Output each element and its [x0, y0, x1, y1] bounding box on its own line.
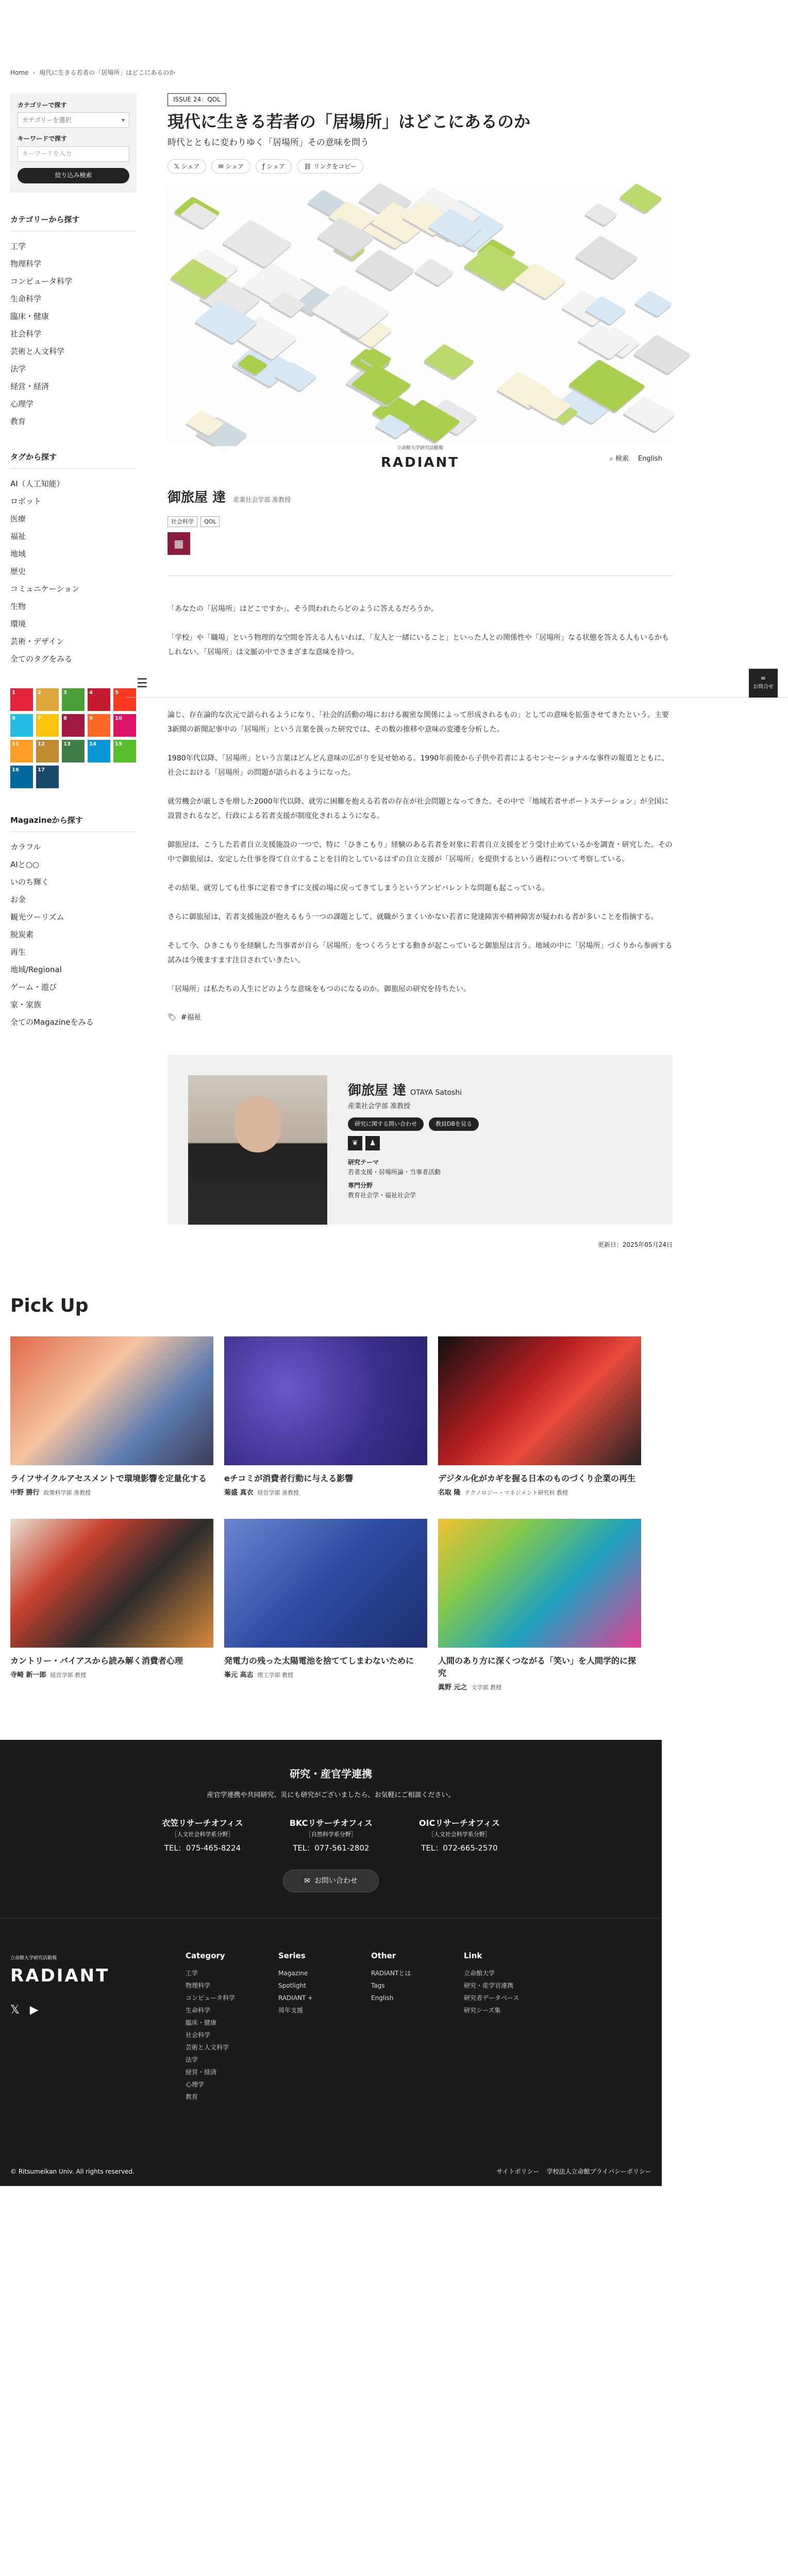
- paragraph: 「学校」や「職場」という物理的な空間を答える人もいれば、「友人と一緒にいること」といった人との関係性や「居場所」なる状態を答える人もいるかもしれない。「居場所」は文脈の中でさまざまな意味を持つ。: [167, 634, 669, 657]
- footer: [0, 1918, 662, 2186]
- footer-category-link[interactable]: 教育: [186, 2093, 198, 2101]
- sidebar-tag-item[interactable]: コミュニケーション: [10, 584, 80, 594]
- tag-chip[interactable]: QOL: [200, 516, 220, 528]
- footer-col-other: Other RADIANTとは Tags English: [371, 1950, 464, 2103]
- sidebar-category-item[interactable]: 教育: [10, 416, 26, 426]
- hamburger-menu-icon[interactable]: ☰: [137, 675, 148, 690]
- research-office: [419, 1817, 500, 1854]
- updated-date: 更新日：2025年05月24日: [597, 1241, 673, 1248]
- mail-icon: ✉: [304, 1876, 310, 1885]
- paragraph: 「居場所」は私たちの人生にどのような意味をもつのになるのか。御旅屋の研究を待ちたい。: [167, 985, 471, 994]
- footer-col-category: Category 工学 物理科学 コンピュータ科学 生命科学 臨床・健康 社会科学 芸術と人文科学 法学 経営・経済 心理学 教育: [186, 1950, 278, 2103]
- footer-external-link[interactable]: 研究シーズ集: [464, 2007, 501, 2014]
- article-body: [137, 602, 774, 996]
- pickup-author-name: 菊盛 真衣: [224, 1488, 254, 1497]
- sdg-goal-icon[interactable]: 15: [113, 740, 136, 762]
- profile-role: 産業社会学部 准教授: [348, 1103, 411, 1111]
- pickup-author-role: 理工学部 教授: [257, 1672, 294, 1679]
- pickup-author: [438, 1683, 641, 1693]
- office-field: ［自然科学系分野］: [305, 1831, 357, 1838]
- sidebar-tag-item[interactable]: 福祉: [10, 531, 26, 541]
- pickup-title[interactable]: eチコミが消費者行動に与える影響: [224, 1473, 354, 1483]
- paragraph: 御旅屋は、こうした若者自立支援施設の一つで、特に「ひきこもり」経験のある若者を対象に若者自立支援をどう受け止めているかを調査・研究した。その中で御旅屋は、安定した仕事を得て自立することを目的としているはずの自立支援が「居場所」を提供するという過程について考察している。: [167, 841, 673, 864]
- pickup-author: [10, 1488, 213, 1499]
- sdg-goal-icon[interactable]: 14: [88, 740, 110, 762]
- pickup-author-role: 経営学部 教授: [50, 1672, 87, 1679]
- hero-image: [167, 186, 673, 472]
- pickup-author: [438, 1488, 641, 1499]
- sdg-goal-icon[interactable]: 17: [36, 766, 59, 788]
- category-label: カテゴリーで探す: [18, 101, 67, 109]
- link-icon: ⛓: [304, 162, 312, 170]
- english-link[interactable]: English: [638, 454, 662, 463]
- footer-series-link[interactable]: 周年支援: [278, 2007, 304, 2014]
- pickup-title[interactable]: 発電力の残った太陽電池を捨ててしまわないために: [224, 1656, 414, 1666]
- office-list: [0, 1817, 662, 1854]
- office-tel[interactable]: TEL：072-665-2570: [421, 1843, 498, 1853]
- office-name: 衣笠リサーチオフィス: [162, 1818, 243, 1828]
- footer-columns: [186, 1950, 557, 2103]
- sdgs-grid: [10, 688, 137, 788]
- pickup-card[interactable]: [438, 1519, 641, 1693]
- pickup-section: [0, 1291, 662, 1693]
- pickup-card[interactable]: [224, 1336, 427, 1499]
- footer-col-link: Link 立命館大学 研究・産学官連携 研究者データベース 研究シーズ集: [464, 1950, 557, 2103]
- profile-info: [327, 1075, 479, 1225]
- footer-category-link[interactable]: 生命科学: [186, 2007, 211, 2014]
- breadcrumb: [0, 0, 662, 78]
- breadcrumb-separator: ›: [32, 69, 36, 76]
- magazine-heading: Magazineから探す: [10, 814, 137, 832]
- pickup-title[interactable]: ライフサイクルアセスメントで環境影響を定量化する: [10, 1473, 207, 1483]
- footer-category-link[interactable]: コンピュータ科学: [186, 1994, 236, 2002]
- office-field: ［人文社会科学系分野］: [171, 1831, 234, 1838]
- sidebar-category-item[interactable]: コンピュータ科学: [10, 276, 73, 286]
- keyword-label: キーワードで探す: [18, 135, 68, 143]
- sdg-goal-icon[interactable]: 2: [36, 688, 59, 711]
- pickup-image[interactable]: [224, 1336, 427, 1465]
- sidebar-category-item[interactable]: 物理科学: [10, 259, 42, 268]
- hero-block: [633, 334, 691, 374]
- leaf-icon[interactable]: ❦: [348, 1136, 362, 1150]
- sidebar-tag-item[interactable]: 芸術・デザイン: [10, 636, 64, 646]
- office-name: BKCリサーチオフィス: [289, 1818, 373, 1828]
- footer-category-link[interactable]: 経営・経済: [186, 2069, 217, 2076]
- facebook-icon: ƒ: [262, 162, 265, 170]
- page-title: 現代に生きる若者の「居場所」はどこにあるのか: [167, 112, 531, 132]
- tag-icon: 🏷: [167, 1013, 177, 1022]
- pickup-author-role: テクノロジー・マネジメント研究科 教授: [464, 1489, 568, 1496]
- footer-bottom: [10, 2167, 651, 2177]
- profile-photo: [188, 1075, 327, 1225]
- sdg-goal-icon[interactable]: 10: [113, 714, 136, 737]
- footer-logo[interactable]: 立命館大学研究活動報 RADIANT: [10, 1956, 110, 1987]
- author-name: 御旅屋 達: [167, 490, 226, 506]
- breadcrumb-home[interactable]: Home: [10, 69, 29, 76]
- sidebar-tag-item[interactable]: 全てのタグをみる: [10, 654, 73, 664]
- article-tags: [167, 516, 673, 528]
- share-button-facebook[interactable]: ƒ シェア: [256, 159, 292, 174]
- pickup-author: [10, 1670, 213, 1681]
- paragraph: さらに御旅屋は、若者支援施設が抱えるもう一つの課題として、就職がうまくいかない若者に発達障害や精神障害が疑われる者が多いことを指摘する。: [167, 913, 658, 922]
- footer-category-link[interactable]: 臨床・健康: [186, 2019, 217, 2027]
- hero-block: [634, 290, 673, 316]
- pickup-card[interactable]: [10, 1519, 213, 1693]
- pickup-image[interactable]: [438, 1336, 641, 1465]
- footer-category-link[interactable]: 社会科学: [186, 2031, 211, 2039]
- author-block: [167, 472, 673, 555]
- sidebar-category-item[interactable]: 経営・経済: [10, 381, 49, 391]
- line-icon: ✉: [218, 162, 224, 170]
- sdg-goal-icon[interactable]: 16: [10, 766, 33, 788]
- sidebar-magazine-item[interactable]: 再生: [10, 947, 26, 957]
- hero-block: [222, 219, 293, 267]
- pickup-author: [224, 1488, 427, 1499]
- sidebar-category-item[interactable]: 生命科学: [10, 294, 42, 303]
- contact-heading: 研究・産官学連携: [290, 1768, 372, 1781]
- sidebar-category-item[interactable]: 臨床・健康: [10, 311, 49, 321]
- chevron-down-icon: ▾: [121, 116, 125, 124]
- share-button-x[interactable]: 𝕏 シェア: [167, 159, 206, 174]
- pickup-author-role: 政策科学部 准教授: [43, 1489, 91, 1496]
- hero-menu: [610, 454, 662, 465]
- faculty-db-button[interactable]: 教員DBを見る: [429, 1117, 479, 1131]
- paragraph: その結果、就労しても仕事に定着できずに支援の場に戻ってきてしまうというアンビバレントな問題も起こっている。: [167, 884, 549, 893]
- category-heading: カテゴリーから探す: [10, 213, 137, 231]
- footer-external-link[interactable]: 立命館大学: [464, 1970, 495, 1977]
- filter-search-button[interactable]: 絞り込み検索: [18, 168, 129, 183]
- pickup-card[interactable]: [10, 1336, 213, 1499]
- search-link[interactable]: ⌕ 検索: [609, 454, 629, 463]
- hero-block: [424, 344, 475, 379]
- sidebar-category-item[interactable]: 法学: [10, 364, 26, 374]
- youtube-icon[interactable]: ▶: [29, 2004, 39, 2017]
- x-icon: 𝕏: [174, 162, 179, 170]
- hero-block: [355, 249, 415, 291]
- sidebar-magazine-item[interactable]: いのち輝く: [10, 877, 49, 887]
- field-label: 専門分野: [348, 1181, 373, 1189]
- profile-name: 御旅屋 達: [348, 1082, 407, 1098]
- hero-block: [575, 235, 639, 279]
- office-tel[interactable]: TEL：077-561-2802: [293, 1843, 370, 1853]
- pickup-author-role: 文学部 教授: [471, 1684, 502, 1691]
- category-list: [10, 238, 137, 430]
- pickup-title[interactable]: デジタル化がカギを握る日本のものづくり企業の再生: [438, 1473, 636, 1483]
- footer-series-link[interactable]: Magazine: [278, 1970, 308, 1977]
- footer-other-link[interactable]: RADIANTとは: [371, 1970, 411, 1977]
- sdg-badge-icon[interactable]: ▦: [167, 532, 190, 555]
- research-label: 研究テーマ: [348, 1159, 379, 1166]
- sdg-goal-icon[interactable]: 12: [36, 740, 59, 762]
- pickup-author-name: 峯元 高志: [224, 1671, 254, 1680]
- sdg-goal-icon[interactable]: 4: [88, 688, 110, 711]
- sidebar-magazine-item[interactable]: 地域/Regional: [10, 964, 62, 974]
- site-policy-link[interactable]: サイトポリシー: [496, 2167, 540, 2175]
- issue-tag[interactable]: ISSUE 24：QOL: [167, 93, 226, 106]
- pickup-image[interactable]: [224, 1519, 427, 1648]
- pickup-author-name: 中野 勝行: [10, 1488, 40, 1497]
- sidebar-category-item[interactable]: 心理学: [10, 399, 34, 409]
- tag-heading: タグから探す: [10, 451, 137, 469]
- share-row: [167, 159, 673, 174]
- profile-card: [167, 1055, 673, 1225]
- sidebar-tag-item[interactable]: 地域: [10, 549, 26, 558]
- inquiry-button[interactable]: ✉ お問い合わせ: [283, 1870, 379, 1892]
- pickup-grid: [10, 1336, 651, 1694]
- field-value: 教育社会学・福祉社会学: [348, 1191, 416, 1199]
- pickup-image[interactable]: [10, 1336, 213, 1465]
- research-office: [162, 1817, 243, 1854]
- footer-col-series: Series Magazine Spotlight RADIANT + 周年支援: [278, 1950, 371, 2103]
- pickup-title[interactable]: カントリー・バイアスから読み解く消費者心理: [10, 1656, 183, 1666]
- footer-category-link[interactable]: 法学: [186, 2056, 198, 2064]
- pickup-author-name: 名取 隆: [438, 1488, 461, 1497]
- sidebar-magazine-item[interactable]: カラフル: [10, 842, 41, 852]
- tag-link[interactable]: 🏷 #福祉: [167, 1012, 673, 1023]
- pickup-heading: Pick Up: [10, 1295, 89, 1316]
- footer-series-link[interactable]: RADIANT +: [278, 1994, 313, 2002]
- sidebar-category-item[interactable]: 芸術と人文科学: [10, 346, 65, 356]
- x-icon[interactable]: 𝕏: [10, 2004, 20, 2017]
- sdg-goal-icon[interactable]: 13: [62, 740, 85, 762]
- divider: [167, 575, 673, 576]
- pickup-author: [224, 1670, 427, 1681]
- keyword-input[interactable]: キーワードを入力: [18, 146, 129, 162]
- copyright: © Ritsumeikan Univ. All rights reserved.: [10, 2167, 135, 2175]
- sdg-goal-icon[interactable]: 3: [62, 688, 85, 711]
- research-office: [290, 1817, 373, 1854]
- sidebar-tag-item[interactable]: 生物: [10, 601, 26, 611]
- office-tel[interactable]: TEL：075-465-8224: [164, 1843, 241, 1853]
- sdg-goal-icon[interactable]: 9: [88, 714, 110, 737]
- research-contact-button[interactable]: 研究に関する問い合わせ: [348, 1117, 424, 1131]
- pickup-image[interactable]: [438, 1519, 641, 1648]
- contact-section: [0, 1740, 662, 1918]
- sidebar-magazine-item[interactable]: お金: [10, 894, 26, 904]
- article: [137, 93, 774, 1291]
- copy-link-button[interactable]: ⛓ リンクをコピー: [297, 159, 363, 174]
- footer-other-link[interactable]: English: [371, 1994, 394, 2002]
- category-select[interactable]: カテゴリーを選択 ▾: [18, 112, 129, 128]
- sidebar-magazine-item[interactable]: ゲーム・遊び: [10, 982, 57, 992]
- profile-icons: [348, 1136, 479, 1150]
- paragraph: そして今、ひきこもりを経験した当事者が自ら「居場所」をつくろうとする動きが起こっていると御旅屋は言う。地域の中に「居場所」づくりから参画する試みは今後ますます注目されていきたい。: [167, 942, 673, 965]
- profile-buttons: [348, 1117, 479, 1131]
- sidebar-category-item[interactable]: 社会科学: [10, 329, 42, 338]
- sidebar: [10, 93, 137, 1291]
- footer-external-link[interactable]: 研究・産学官連携: [464, 1982, 514, 1990]
- paragraph: 就労機会が厳しさを増した2000年代以降、就労に困難を抱える若者の存在が社会問題となってきた。その中で「地域若者サポートステーション」が全国に設置されるなど、行政による若者支援が制度化されるようになる。: [167, 798, 669, 821]
- office-name: OICリサーチオフィス: [418, 1818, 500, 1828]
- sdg-goal-icon[interactable]: 5: [113, 688, 136, 711]
- sidebar-tag-item[interactable]: 歴史: [10, 566, 26, 576]
- sidebar-magazine-item[interactable]: AIと○○: [10, 859, 39, 869]
- filter-box: [10, 93, 137, 192]
- hero-block: [623, 395, 677, 432]
- magazine-list: [10, 838, 137, 1031]
- contact-button[interactable]: ✉ お問合せ: [749, 669, 778, 698]
- pickup-card[interactable]: [438, 1336, 641, 1499]
- footer-external-link[interactable]: 研究者データベース: [464, 1994, 519, 2002]
- hero-block: [584, 203, 618, 226]
- office-field: ［人文社会科学系分野］: [428, 1831, 491, 1838]
- tag-chip[interactable]: 社会科学: [167, 516, 197, 528]
- pickup-card[interactable]: [224, 1519, 427, 1693]
- sticky-menu-bar: [126, 669, 788, 698]
- hero-block: [414, 259, 455, 286]
- pickup-author-name: 眞野 元之: [438, 1684, 467, 1692]
- footer-category-link[interactable]: 芸術と人文科学: [186, 2044, 229, 2052]
- pickup-author-role: 経営学部 准教授: [257, 1489, 299, 1496]
- footer-category-link[interactable]: 物理科学: [186, 1982, 211, 1990]
- pickup-image[interactable]: [10, 1519, 213, 1648]
- research-value: 若者支援・居場所論・当事者活動: [348, 1168, 441, 1176]
- sdg-goal-icon[interactable]: 6: [10, 714, 33, 737]
- paragraph: 論じ、存在論的な次元で語られるようになり、「社会的活動の場における親密な関係によって形成されるもの」としての意味を拡張させてきたという。主要3新聞の新聞記事中の「居場所」という言葉を扱った研究では、その数の推移や意味の変遷を分析した。: [167, 711, 669, 734]
- paragraph: 1980年代以降、「居場所」という言葉はどんどん意味の広がりを見せ始める。1990年前後から子供や若者によるセンセーショナルな事件の報道とともに、社会における「居場所」の問題が語られるようになった。: [167, 754, 669, 777]
- author-role: 産業社会学部 准教授: [233, 496, 291, 504]
- pickup-author-name: 寺崎 新一郎: [10, 1671, 46, 1680]
- tag-list: [10, 475, 137, 668]
- sdg-goal-icon[interactable]: 11: [10, 740, 33, 762]
- sidebar-tag-item[interactable]: 医療: [10, 514, 26, 523]
- hero-block: [619, 183, 663, 213]
- mail-icon: ✉: [761, 675, 766, 682]
- sdg-goal-icon[interactable]: 1: [10, 688, 33, 711]
- breadcrumb-current: 現代に生きる若者の「居場所」はどこにあるのか: [39, 69, 176, 76]
- sidebar-magazine-item[interactable]: 家・家族: [10, 999, 42, 1009]
- hero-overlay-header: [167, 446, 673, 472]
- sidebar-tag-item[interactable]: 環境: [10, 619, 26, 629]
- footer-category-link[interactable]: 工学: [186, 1970, 198, 1977]
- page-subtitle: 時代とともに変わりゆく「居場所」その意味を問う: [167, 137, 369, 148]
- privacy-policy-link[interactable]: 学校法人立命館プライバシーポリシー: [546, 2167, 651, 2175]
- profile-name-en: OTAYA Satoshi: [410, 1088, 462, 1097]
- footer-series-link[interactable]: Spotlight: [278, 1982, 306, 1990]
- paragraph: 「あなたの「居場所」はどこですか」、そう問われたらどのように答えるだろうか。: [167, 605, 438, 614]
- pickup-title[interactable]: 人間のあり方に深くつながる「笑い」を人間学的に探究: [438, 1656, 636, 1679]
- radiant-logo[interactable]: 立命館大学研究活動報 RADIANT: [380, 446, 460, 470]
- sdg-goal-icon[interactable]: 7: [36, 714, 59, 737]
- footer-category-link[interactable]: 心理学: [186, 2081, 205, 2089]
- sidebar-magazine-item[interactable]: 全てのMagazineをみる: [10, 1017, 94, 1027]
- person-icon[interactable]: ♟: [365, 1136, 380, 1150]
- sidebar-tag-item[interactable]: AI（人工知能）: [10, 479, 64, 488]
- share-button-line[interactable]: ✉ シェア: [211, 159, 250, 174]
- sidebar-category-item[interactable]: 工学: [10, 241, 26, 251]
- sdg-goal-icon[interactable]: 8: [62, 714, 85, 737]
- sidebar-magazine-item[interactable]: 脱炭素: [10, 929, 34, 939]
- sidebar-tag-item[interactable]: ロボット: [10, 496, 42, 506]
- footer-other-link[interactable]: Tags: [371, 1982, 385, 1990]
- sidebar-magazine-item[interactable]: 観光ツーリズム: [10, 912, 64, 922]
- footer-social: [10, 2001, 39, 2019]
- contact-lead: 産官学連携や共同研究、災にも研究がございましたら、お気軽にご相談ください。: [207, 1791, 455, 1800]
